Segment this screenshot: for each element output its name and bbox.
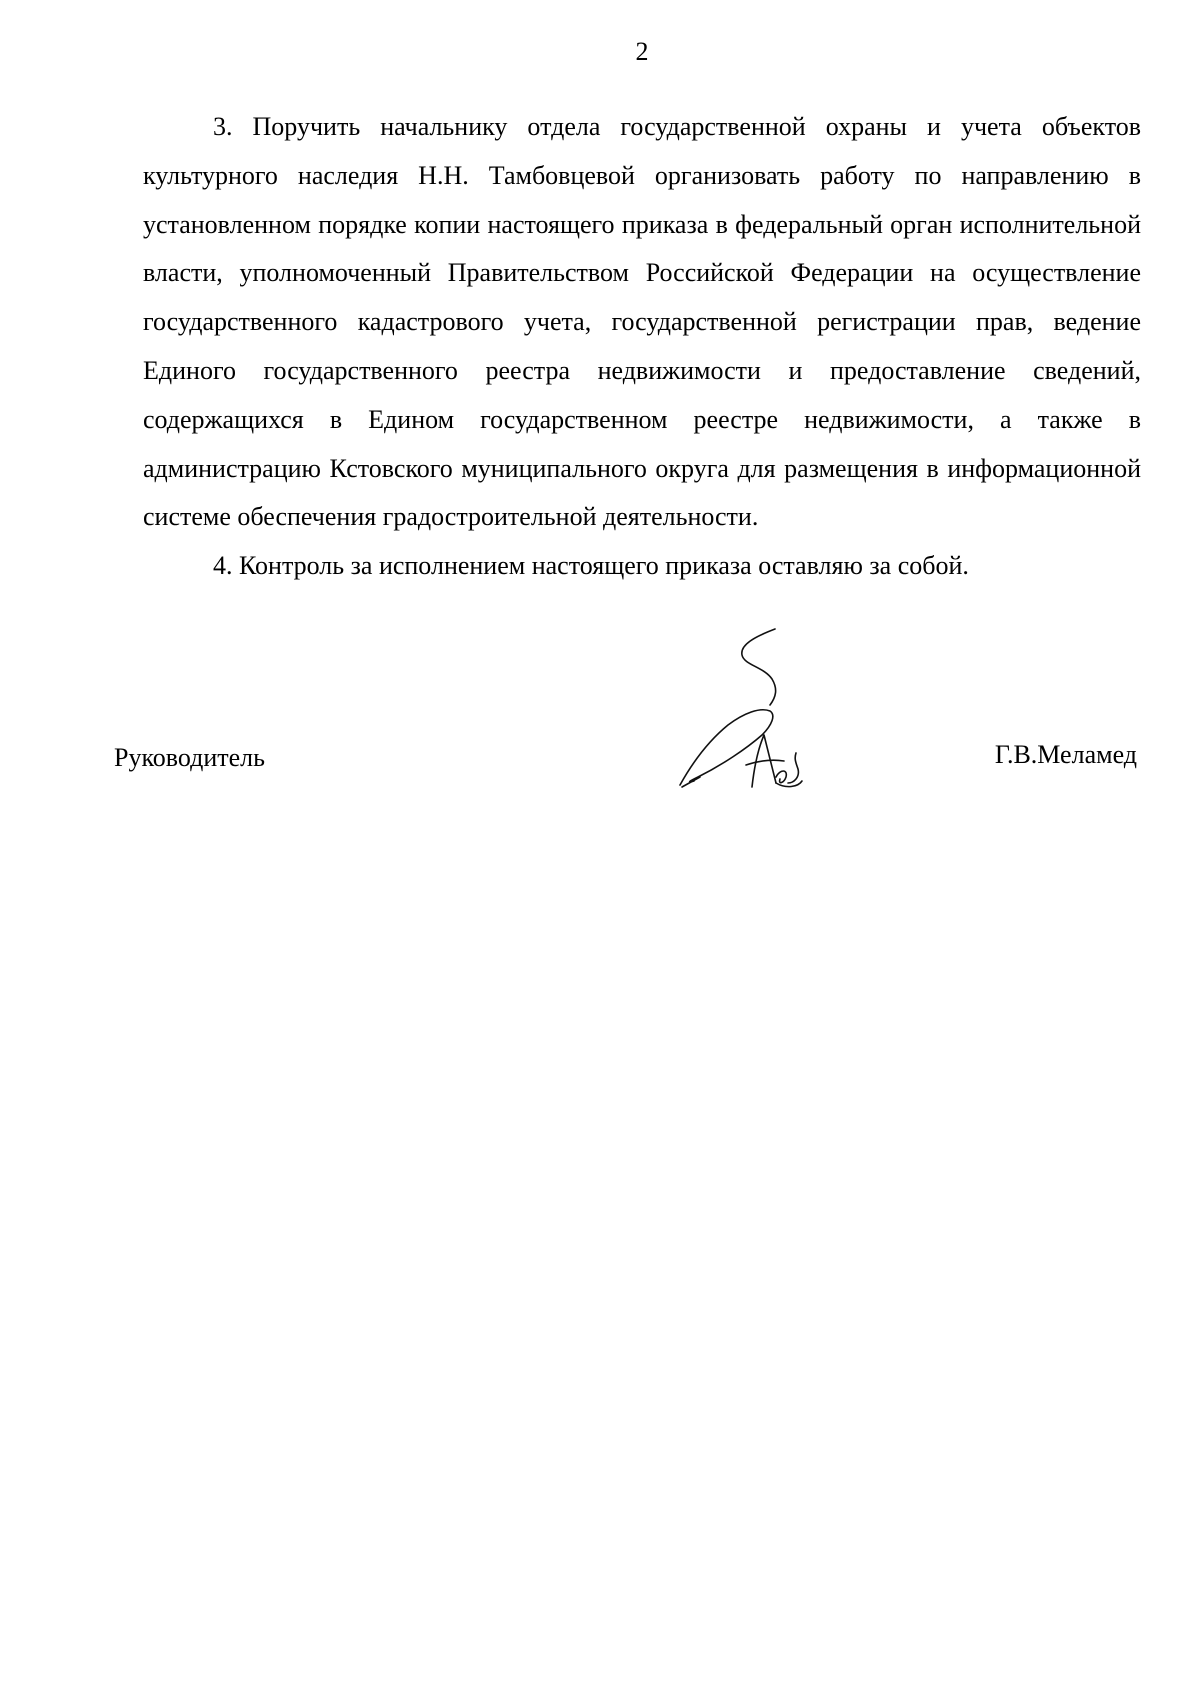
handwritten-signature xyxy=(676,627,816,797)
document-body xyxy=(143,103,1141,591)
signatory-name: Г.В.Меламед xyxy=(994,740,1137,769)
paragraph-3: 3. Поручить начальнику отдела государственной охраны и учета объектов культурного наследия Н.Н. Тамбовцевой организовать работу по направлению в установленном порядке копии настоящего приказа в федеральный орган исполнительной власти, уполномоченный Правительством Российской Федерации на осуществление государственного кадастрового учета, государственной регистрации прав, ведение Единого государственного реестра недвижимости и предоставление сведений, содержащихся в Едином государственном реестре недвижимости, а также в администрацию Кстовского муниципального округа для размещения в информационной системе обеспечения градостроительной деятельности. xyxy=(143,112,1141,532)
signature-block xyxy=(0,740,1200,800)
page-number: 2 xyxy=(635,37,649,66)
paragraph-4: 4. Контроль за исполнением настоящего приказа оставляю за собой. xyxy=(213,551,969,581)
signatory-title: Руководитель xyxy=(114,743,265,772)
